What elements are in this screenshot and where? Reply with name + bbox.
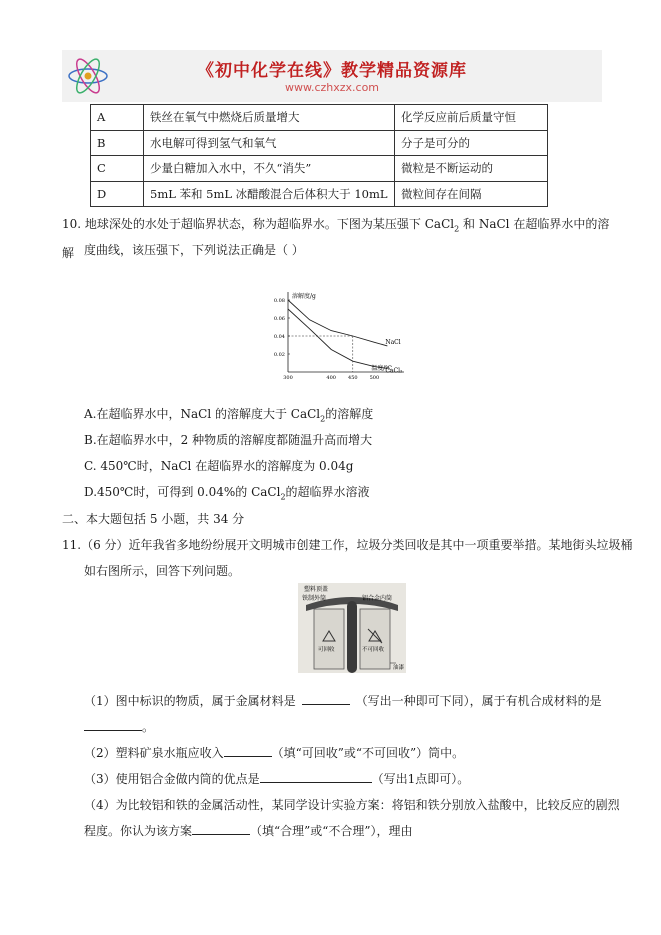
q10-option-a: A.在超临界水中，NaCl 的溶解度大于 CaCl$_2$的溶解度: [84, 407, 374, 424]
phenomenon-cell: 铁丝在氧气中燃烧后质量增大: [144, 105, 395, 131]
q10-line1-sub: 2: [454, 224, 460, 234]
x-tick-label: 450: [348, 375, 358, 381]
explanation-cell: 分子是可分的: [395, 130, 548, 156]
q10-option-b: B.在超临界水中，2 种物质的溶解度都随温升高而增大: [84, 433, 373, 447]
option-cell: B: [91, 130, 144, 156]
series-line-1: [288, 309, 387, 368]
q11-stem-line2: 如右图所示，回答下列问题。: [84, 564, 241, 578]
q10-line2: 度曲线，该压强下，下列说法正确是（ ）: [84, 243, 304, 257]
y-tick-label: 0.02: [273, 352, 285, 358]
label-paint: 油漆: [393, 665, 405, 671]
section-2-title: 二、本大题包括 5 小题，共 34 分: [62, 512, 245, 526]
y-axis-label: 溶解度/g: [292, 293, 316, 300]
header-title: 《初中化学在线》教学精品资源库: [197, 61, 467, 81]
options-table: [90, 104, 548, 207]
table-row: [91, 130, 548, 156]
q11-sub1-line1: （1）图中标识的物质，属于金属材料是 （写出一种即可下同），属于有机合成材料的是: [84, 689, 602, 713]
phenomenon-cell: 少量白糖加入水中，不久“消失”: [144, 156, 395, 182]
table-row: [91, 105, 548, 131]
label-recyclable: 可回收: [318, 647, 335, 653]
q10-option-c: C. 450℃时，NaCl 在超临界水的溶解度为 0.04g: [84, 459, 354, 473]
answer-blank-1[interactable]: [302, 690, 350, 705]
label-non-recyclable: 不可回收: [362, 647, 385, 653]
option-cell: D: [91, 181, 144, 207]
x-tick-label: 400: [326, 375, 336, 381]
q11-sub2: （2）塑料矿泉水瓶应收入 （填“可回收”或“不可回收”）筒中。: [84, 741, 464, 765]
label-iron: 铁制外筒: [302, 595, 327, 602]
trash-bin-illustration: [298, 583, 406, 673]
answer-blank-3[interactable]: [224, 742, 272, 757]
solubility-chart: [266, 286, 416, 386]
x-axis-label: 温度/℃: [371, 365, 392, 372]
y-tick-label: 0.06: [273, 316, 285, 322]
series-label-1: CaCl₂: [385, 367, 403, 375]
header-url: www.czhxzx.com: [284, 81, 380, 94]
label-aluminum: 铝合金内筒: [362, 595, 393, 602]
q10-line1-a: 地球深处的水处于超临界状态，称为超临界水。下图为某压强下 CaCl: [84, 217, 455, 231]
y-tick-label: 0.04: [273, 334, 285, 340]
table-row: [91, 181, 548, 207]
answer-blank-2[interactable]: [84, 716, 142, 731]
explanation-cell: 微粒间存在间隔: [395, 181, 548, 207]
q10-number: 10.: [62, 217, 82, 231]
label-plastic: 塑料顶盖: [304, 586, 329, 593]
series-label-0: NaCl: [385, 338, 401, 346]
table-row: [91, 156, 548, 182]
option-cell: A: [91, 105, 144, 131]
x-tick-label: 500: [369, 375, 380, 381]
explanation-cell: 化学反应前后质量守恒: [395, 105, 548, 131]
header-banner: [62, 50, 602, 102]
q10-line1-b: 和 NaCl 在超临界水中的溶解: [62, 217, 610, 261]
explanation-cell: 微粒是不断运动的: [395, 156, 548, 182]
q10-option-d: D.450℃时，可得到 0.04%的 CaCl$_2$的超临界水溶液: [84, 485, 370, 502]
q11-stem-line1: 11.（6 分）近年我省多地纷纷展开文明城市创建工作，垃圾分类回收是其中一项重要举措。某地街头垃圾桶: [62, 538, 633, 552]
q11-sub1-line2: 。: [84, 715, 154, 739]
q11-sub4-line1: （4）为比较铝和铁的金属活动性，某同学设计实验方案：将铝和铁分别放入盐酸中，比较反应的剧烈: [84, 798, 620, 812]
answer-blank-5[interactable]: [192, 820, 250, 835]
option-cell: C: [91, 156, 144, 182]
x-tick-label: 300: [283, 375, 293, 381]
phenomenon-cell: 水电解可得到氢气和氧气: [144, 130, 395, 156]
q11-sub4-line2: 程度。你认为该方案 （填“合理”或“不合理”），理由: [84, 819, 413, 843]
q11-sub3: （3）使用铝合金做内筒的优点是 （写出1点即可）。: [84, 767, 469, 791]
phenomenon-cell: 5mL 苯和 5mL 冰醋酸混合后体积大于 10mL: [144, 181, 395, 207]
y-tick-label: 0.08: [273, 298, 285, 304]
answer-blank-4[interactable]: [260, 768, 372, 783]
